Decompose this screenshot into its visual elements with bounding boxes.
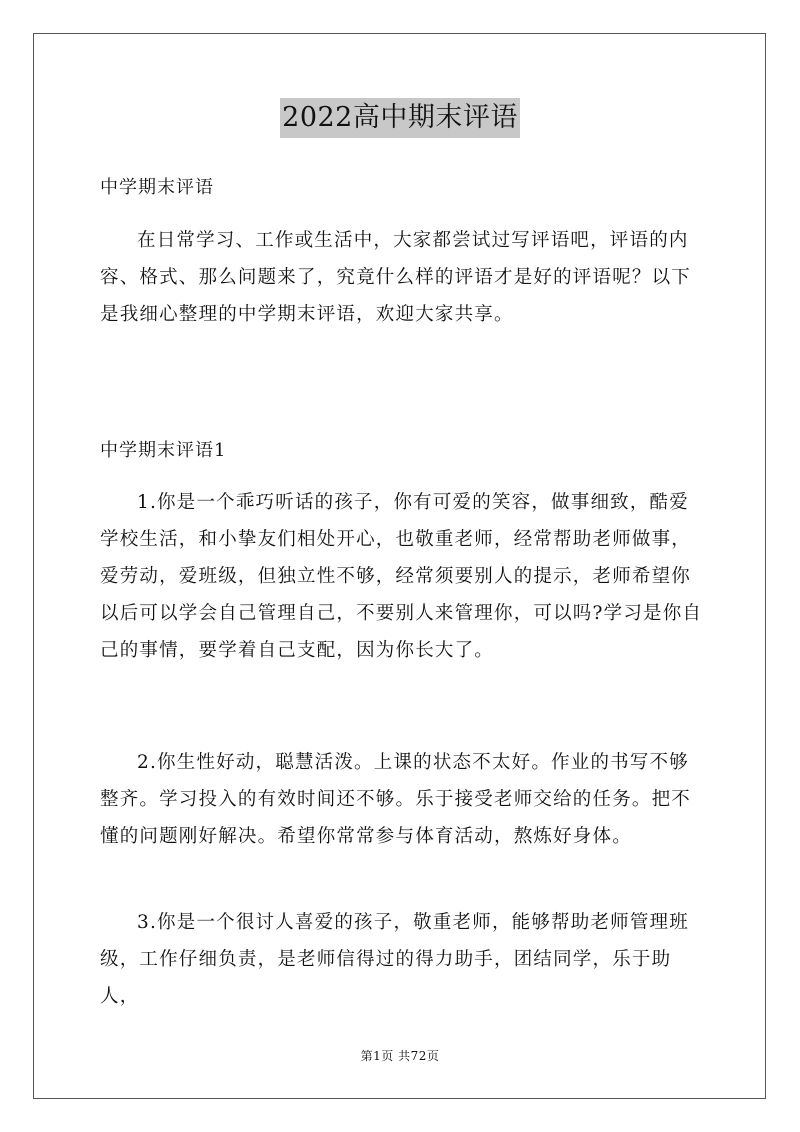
intro-paragraph: 在日常学习、工作或生活中，大家都尝试过写评语吧，评语的内容、格式、那么问题来了，究竟什么样的评语才是好的评语呢？以下是我细心整理的中学期末评语，欢迎大家共享。 [100,230,692,325]
subsection-heading: 中学期末评语1 [100,440,227,461]
title-container [0,98,800,138]
comment-paragraph-1: 1.你是一个乖巧听话的孩子，你有可爱的笑容，做事细致，酷爱学校生活，和小挚友们相处开心，也敬重老师，经常帮助老师做事，爱劳动，爱班级，但独立性不够，经常须要别人的提示，老师希望你以后可以学会自己管理自己，不要别人来管理你，可以吗?学习是你自己的事情，要学着自己支配，因为你长大了。 [100,492,703,661]
comment-paragraph-2: 2.你生性好动，聪慧活泼。上课的状态不太好。作业的书写不够整齐。学习投入的有效时间还不够。乐于接受老师交给的任务。把不懂的问题刚好解决。希望你常常参与体育活动，熬炼好身体。 [100,752,692,847]
document-title: 2022高中期末评语 [280,98,520,138]
comment-paragraph-3: 3.你是一个很讨人喜爱的孩子，敬重老师，能够帮助老师管理班级，工作仔细负责，是老师信得过的得力助手，团结同学，乐于助人， [100,912,689,1007]
section-heading: 中学期末评语 [100,177,214,198]
page-footer: 第1页 共72页 [360,1049,440,1063]
